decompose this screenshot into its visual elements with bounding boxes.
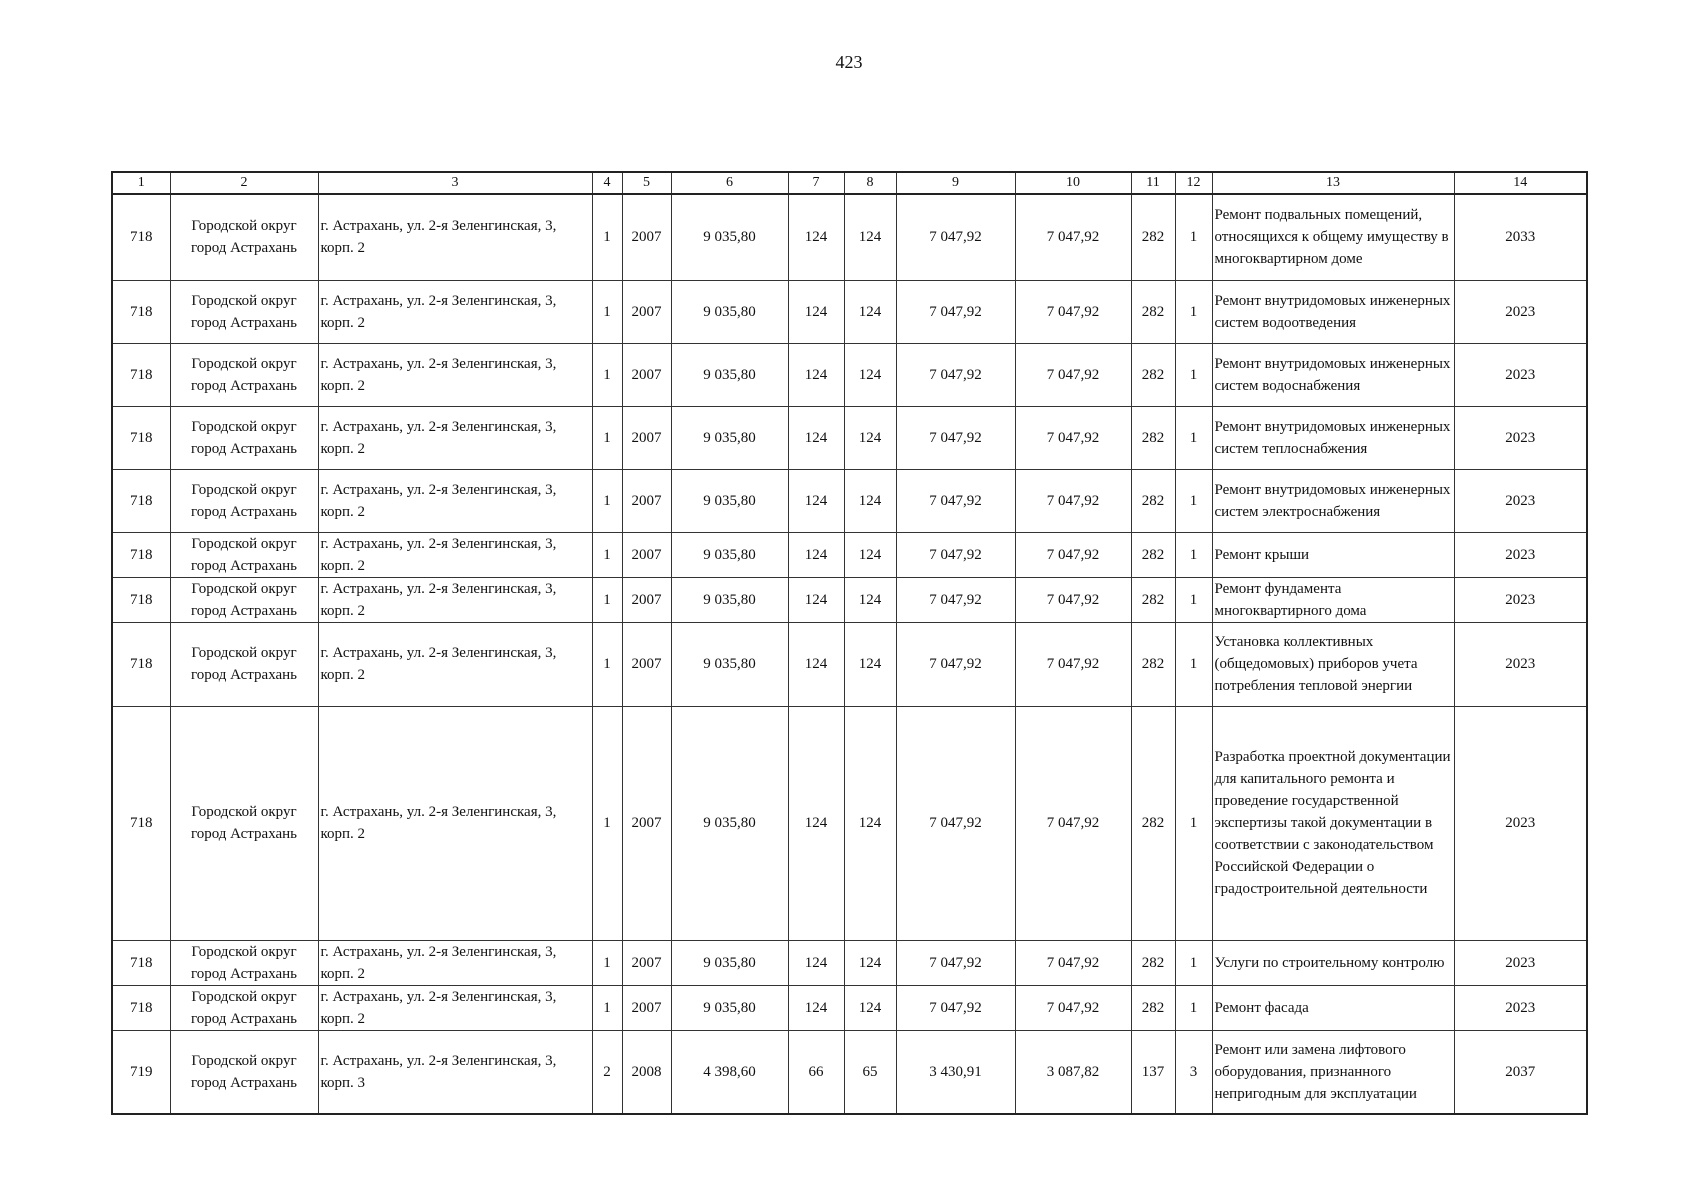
table-cell: 7 047,92	[896, 280, 1015, 343]
table-cell: 2023	[1454, 280, 1587, 343]
header-cell: 10	[1015, 172, 1131, 194]
work-type-cell: Ремонт внутридомовых инженерных систем электроснабжения	[1212, 469, 1454, 532]
header-cell: 6	[671, 172, 788, 194]
table-cell: 124	[844, 706, 896, 940]
table-row	[112, 1030, 1587, 1114]
table-cell: 282	[1131, 706, 1175, 940]
header-cell: 12	[1175, 172, 1212, 194]
work-type-cell: Ремонт внутридомовых инженерных систем теплоснабжения	[1212, 406, 1454, 469]
header-cell: 5	[622, 172, 671, 194]
table-cell: 2023	[1454, 532, 1587, 577]
table-cell: Городской округ город Астрахань	[170, 1030, 318, 1114]
table-cell: 1	[592, 622, 622, 706]
table-cell: 9 035,80	[671, 406, 788, 469]
table-cell: 9 035,80	[671, 577, 788, 622]
table-cell: Городской округ город Астрахань	[170, 194, 318, 280]
header-cell: 4	[592, 172, 622, 194]
table-cell: 1	[1175, 706, 1212, 940]
table-cell: 7 047,92	[1015, 406, 1131, 469]
table-cell: г. Астрахань, ул. 2-я Зеленгинская, 3, корп. 2	[318, 343, 592, 406]
table-cell: 718	[112, 577, 170, 622]
header-cell: 13	[1212, 172, 1454, 194]
table-cell: 124	[788, 706, 844, 940]
table-cell: 1	[1175, 940, 1212, 985]
table-cell: 1	[1175, 194, 1212, 280]
table-cell: 2007	[622, 622, 671, 706]
table-cell: 2007	[622, 532, 671, 577]
table-cell: Городской округ город Астрахань	[170, 577, 318, 622]
table-row	[112, 194, 1587, 280]
table-cell: 9 035,80	[671, 280, 788, 343]
table-cell: 1	[592, 985, 622, 1030]
table-cell: 66	[788, 1030, 844, 1114]
table-cell: 718	[112, 280, 170, 343]
table-cell: 1	[1175, 469, 1212, 532]
page-number: 423	[835, 52, 863, 72]
table-cell: 718	[112, 469, 170, 532]
table-cell: 7 047,92	[896, 343, 1015, 406]
table-cell: 7 047,92	[1015, 194, 1131, 280]
table-cell: 2007	[622, 985, 671, 1030]
table-cell: 2023	[1454, 577, 1587, 622]
table-cell: 4 398,60	[671, 1030, 788, 1114]
table-cell: г. Астрахань, ул. 2-я Зеленгинская, 3, корп. 2	[318, 194, 592, 280]
table-cell: 7 047,92	[1015, 985, 1131, 1030]
table-row	[112, 577, 1587, 622]
table-cell: г. Астрахань, ул. 2-я Зеленгинская, 3, корп. 2	[318, 577, 592, 622]
table-cell: 2033	[1454, 194, 1587, 280]
table-cell: 124	[844, 406, 896, 469]
table-cell: Городской округ город Астрахань	[170, 940, 318, 985]
table-cell: 2	[592, 1030, 622, 1114]
table-cell: 718	[112, 406, 170, 469]
table-cell: 9 035,80	[671, 622, 788, 706]
table-cell: 7 047,92	[896, 940, 1015, 985]
capital-repair-table	[111, 171, 1588, 1115]
table-cell: 1	[1175, 406, 1212, 469]
table-cell: 124	[788, 280, 844, 343]
table-row	[112, 280, 1587, 343]
table-row	[112, 406, 1587, 469]
table-cell: 2023	[1454, 622, 1587, 706]
table-cell: 719	[112, 1030, 170, 1114]
header-cell: 1	[112, 172, 170, 194]
table-cell: 3 430,91	[896, 1030, 1015, 1114]
table-row	[112, 469, 1587, 532]
table-cell: 282	[1131, 406, 1175, 469]
table-cell: 2007	[622, 940, 671, 985]
header-cell: 9	[896, 172, 1015, 194]
table-cell: 7 047,92	[1015, 469, 1131, 532]
table-cell: 124	[844, 577, 896, 622]
table-cell: 124	[844, 469, 896, 532]
table-cell: 3	[1175, 1030, 1212, 1114]
header-cell: 7	[788, 172, 844, 194]
column-number-row	[112, 172, 1587, 194]
table-cell: 282	[1131, 469, 1175, 532]
table-cell: 2023	[1454, 469, 1587, 532]
work-type-cell: Ремонт крыши	[1212, 532, 1454, 577]
table-cell: 124	[788, 622, 844, 706]
table-cell: 282	[1131, 940, 1175, 985]
table-cell: 124	[788, 532, 844, 577]
table-cell: г. Астрахань, ул. 2-я Зеленгинская, 3, корп. 2	[318, 706, 592, 940]
work-type-cell: Установка коллективных (общедомовых) приборов учета потребления тепловой энергии	[1212, 622, 1454, 706]
table-cell: г. Астрахань, ул. 2-я Зеленгинская, 3, корп. 2	[318, 280, 592, 343]
table-row	[112, 985, 1587, 1030]
table-cell: 124	[844, 343, 896, 406]
table-cell: Городской округ город Астрахань	[170, 622, 318, 706]
table-cell: 1	[592, 469, 622, 532]
table-cell: г. Астрахань, ул. 2-я Зеленгинская, 3, корп. 2	[318, 469, 592, 532]
table-cell: 124	[844, 532, 896, 577]
table-row	[112, 940, 1587, 985]
table-cell: 7 047,92	[896, 532, 1015, 577]
table-cell: 1	[592, 280, 622, 343]
table-cell: 7 047,92	[896, 577, 1015, 622]
table-body	[112, 172, 1587, 1114]
header-cell: 3	[318, 172, 592, 194]
table-cell: 1	[1175, 343, 1212, 406]
table-cell: 9 035,80	[671, 194, 788, 280]
table-cell: 2007	[622, 706, 671, 940]
table-cell: г. Астрахань, ул. 2-я Зеленгинская, 3, корп. 3	[318, 1030, 592, 1114]
table-cell: 718	[112, 194, 170, 280]
table-cell: 124	[844, 940, 896, 985]
table-cell: 282	[1131, 343, 1175, 406]
table-cell: 7 047,92	[896, 985, 1015, 1030]
table-cell: 9 035,80	[671, 706, 788, 940]
table-cell: 2023	[1454, 343, 1587, 406]
table-cell: 2037	[1454, 1030, 1587, 1114]
table-cell: 9 035,80	[671, 469, 788, 532]
table-cell: 1	[592, 532, 622, 577]
table-cell: Городской округ город Астрахань	[170, 406, 318, 469]
table-cell: 7 047,92	[1015, 343, 1131, 406]
table-cell: г. Астрахань, ул. 2-я Зеленгинская, 3, корп. 2	[318, 985, 592, 1030]
table-cell: 7 047,92	[896, 194, 1015, 280]
table-cell: 2007	[622, 406, 671, 469]
table-cell: г. Астрахань, ул. 2-я Зеленгинская, 3, корп. 2	[318, 406, 592, 469]
table-cell: 124	[788, 469, 844, 532]
table-cell: 9 035,80	[671, 532, 788, 577]
table-cell: 1	[592, 406, 622, 469]
table-cell: 65	[844, 1030, 896, 1114]
table-cell: 124	[788, 194, 844, 280]
table-cell: Городской округ город Астрахань	[170, 706, 318, 940]
table-cell: г. Астрахань, ул. 2-я Зеленгинская, 3, корп. 2	[318, 532, 592, 577]
table-cell: 2007	[622, 343, 671, 406]
work-type-cell: Услуги по строительному контролю	[1212, 940, 1454, 985]
work-type-cell: Ремонт или замена лифтового оборудования, признанного непригодным для эксплуатации	[1212, 1030, 1454, 1114]
table-cell: 124	[844, 622, 896, 706]
table-cell: 137	[1131, 1030, 1175, 1114]
work-type-cell: Разработка проектной документации для капитального ремонта и проведение государственной экспертизы такой документации в соответствии с законодательством Российской Федерации о градостроительной деятельности	[1212, 706, 1454, 940]
table-cell: 9 035,80	[671, 985, 788, 1030]
work-type-cell: Ремонт подвальных помещений, относящихся к общему имуществу в многоквартирном доме	[1212, 194, 1454, 280]
table-cell: 1	[592, 940, 622, 985]
table-cell: 718	[112, 985, 170, 1030]
table-cell: 9 035,80	[671, 343, 788, 406]
table-cell: 1	[592, 194, 622, 280]
table-cell: 2023	[1454, 940, 1587, 985]
table-cell: 124	[788, 985, 844, 1030]
header-cell: 14	[1454, 172, 1587, 194]
table-row	[112, 706, 1587, 940]
table-cell: 7 047,92	[896, 706, 1015, 940]
table-cell: 718	[112, 622, 170, 706]
work-type-cell: Ремонт фасада	[1212, 985, 1454, 1030]
table-cell: Городской округ город Астрахань	[170, 469, 318, 532]
table-cell: 1	[1175, 280, 1212, 343]
table-cell: 718	[112, 706, 170, 940]
table-cell: Городской округ город Астрахань	[170, 343, 318, 406]
table-cell: 718	[112, 940, 170, 985]
table-cell: 282	[1131, 985, 1175, 1030]
table-cell: Городской округ город Астрахань	[170, 532, 318, 577]
table-cell: 718	[112, 532, 170, 577]
table-cell: 124	[788, 940, 844, 985]
table-cell: 1	[1175, 532, 1212, 577]
table-cell: 7 047,92	[1015, 532, 1131, 577]
table-cell: г. Астрахань, ул. 2-я Зеленгинская, 3, корп. 2	[318, 622, 592, 706]
table-cell: 2007	[622, 469, 671, 532]
table-cell: 1	[1175, 577, 1212, 622]
table-cell: 2007	[622, 577, 671, 622]
table-cell: 1	[1175, 622, 1212, 706]
table-row	[112, 532, 1587, 577]
table-cell: 9 035,80	[671, 940, 788, 985]
table-cell: 1	[1175, 985, 1212, 1030]
table-row	[112, 343, 1587, 406]
table-cell: 282	[1131, 622, 1175, 706]
table-cell: Городской округ город Астрахань	[170, 985, 318, 1030]
table-cell: 282	[1131, 280, 1175, 343]
table-cell: г. Астрахань, ул. 2-я Зеленгинская, 3, корп. 2	[318, 940, 592, 985]
table-cell: Городской округ город Астрахань	[170, 280, 318, 343]
table-cell: 2007	[622, 194, 671, 280]
table-cell: 7 047,92	[1015, 940, 1131, 985]
table-cell: 7 047,92	[1015, 577, 1131, 622]
table-cell: 7 047,92	[896, 469, 1015, 532]
table-cell: 282	[1131, 194, 1175, 280]
table-cell: 7 047,92	[1015, 280, 1131, 343]
table-cell: 2023	[1454, 706, 1587, 940]
table-cell: 124	[844, 280, 896, 343]
table-cell: 124	[788, 577, 844, 622]
work-type-cell: Ремонт фундамента многоквартирного дома	[1212, 577, 1454, 622]
table-cell: 1	[592, 706, 622, 940]
table-cell: 124	[844, 194, 896, 280]
table-cell: 124	[844, 985, 896, 1030]
table-cell: 3 087,82	[1015, 1030, 1131, 1114]
table-cell: 1	[592, 343, 622, 406]
table-cell: 1	[592, 577, 622, 622]
table-cell: 7 047,92	[896, 406, 1015, 469]
table-cell: 2023	[1454, 985, 1587, 1030]
table-cell: 718	[112, 343, 170, 406]
table-row	[112, 622, 1587, 706]
table-cell: 2023	[1454, 406, 1587, 469]
header-cell: 8	[844, 172, 896, 194]
table-cell: 124	[788, 343, 844, 406]
table-cell: 282	[1131, 532, 1175, 577]
work-type-cell: Ремонт внутридомовых инженерных систем водоотведения	[1212, 280, 1454, 343]
table-cell: 7 047,92	[1015, 706, 1131, 940]
table-cell: 7 047,92	[1015, 622, 1131, 706]
header-cell: 11	[1131, 172, 1175, 194]
work-type-cell: Ремонт внутридомовых инженерных систем водоснабжения	[1212, 343, 1454, 406]
table-cell: 2007	[622, 280, 671, 343]
table-cell: 2008	[622, 1030, 671, 1114]
table-cell: 282	[1131, 577, 1175, 622]
table-cell: 7 047,92	[896, 622, 1015, 706]
table-cell: 124	[788, 406, 844, 469]
header-cell: 2	[170, 172, 318, 194]
